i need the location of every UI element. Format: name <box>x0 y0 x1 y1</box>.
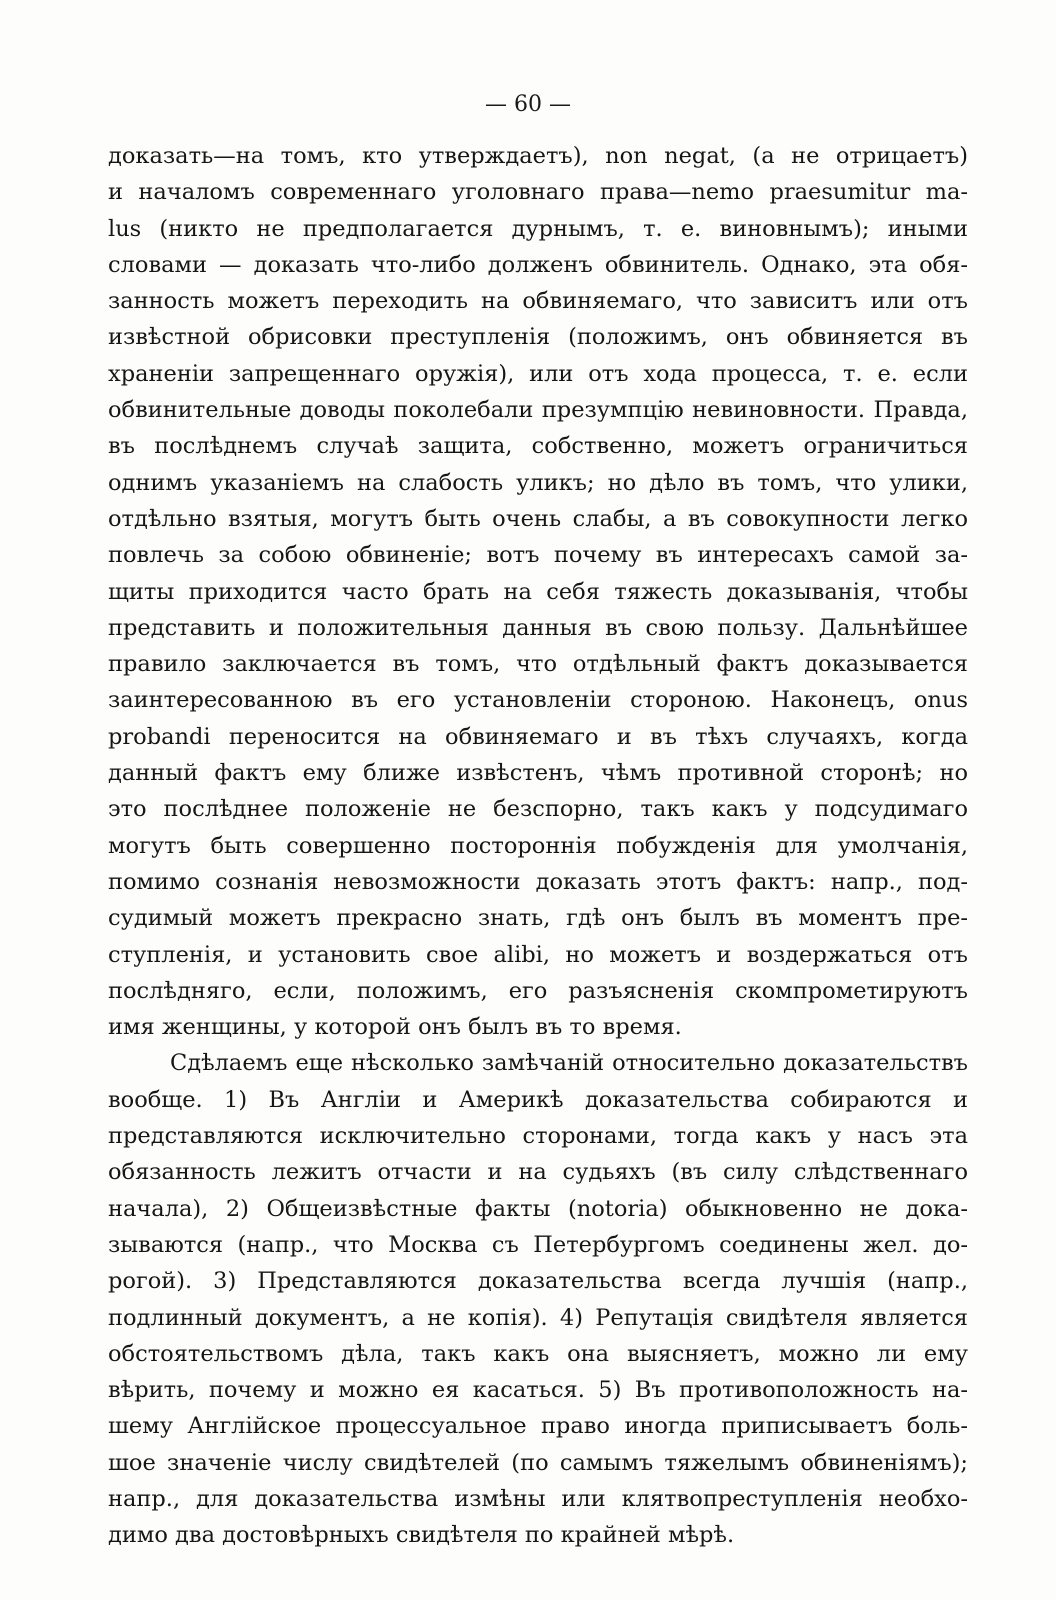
text-line: шему Англійское процессуальное право иногда приписываетъ боль- <box>108 1413 968 1440</box>
text-line: вообще. 1) Въ Англіи и Америкѣ доказательства собираются и <box>108 1086 968 1113</box>
text-line: однимъ указаніемъ на слабость уликъ; но дѣло въ томъ, что улики, <box>108 469 968 496</box>
text-line: имя женщины, у которой онъ былъ въ то время. <box>108 1014 682 1041</box>
text-line: помимо сознанія невозможности доказать этотъ фактъ: напр., под- <box>108 868 968 895</box>
text-line: храненіи запрещеннаго оружія), или отъ хода процесса, т. е. если <box>108 360 968 387</box>
text-line: повлечь за собою обвиненіе; вотъ почему въ интересахъ самой за- <box>108 542 968 569</box>
text-line: обязанность лежитъ отчасти и на судьяхъ (въ силу слѣдственнаго <box>108 1159 968 1186</box>
text-line: могутъ быть совершенно постороннія побужденія для умолчанія, <box>108 832 968 859</box>
text-line: подлинный документъ, а не копія). 4) Репутація свидѣтеля является <box>108 1304 968 1331</box>
text-line: правило заключается въ томъ, что отдѣльный фактъ доказывается <box>108 651 968 678</box>
text-line: зываются (напр., что Москва съ Петербургомъ соединены жел. до- <box>108 1231 968 1258</box>
text-line: щиты приходится часто брать на себя тяжесть доказыванія, чтобы <box>108 578 968 605</box>
text-line: lus (никто не предполагается дурнымъ, т. е. виновнымъ); иными <box>108 215 968 242</box>
text-line: занность можетъ переходить на обвиняемаго, что зависитъ или отъ <box>108 288 968 315</box>
text-line: обстоятельствомъ дѣла, такъ какъ она выясняетъ, можно ли ему <box>108 1340 968 1367</box>
text-line: это послѣднее положеніе не безспорно, такъ какъ у подсудимаго <box>108 796 968 823</box>
text-line: заинтересованною въ его установленіи стороною. Наконецъ, onus <box>108 687 968 714</box>
text-line: извѣстной обрисовки преступленія (положимъ, онъ обвиняется въ <box>108 324 968 351</box>
page-number: — 60 — <box>485 92 571 117</box>
text-line: доказать—на томъ, кто утверждаетъ), non negat, (а не отрицаетъ) <box>108 143 968 169</box>
text-line: послѣдняго, если, положимъ, его разъясненія скомпрометируютъ <box>108 977 968 1004</box>
paragraph-2 <box>108 1045 968 1553</box>
text-line: отдѣльно взятыя, могутъ быть очень слабы, а въ совокупности легко <box>108 505 968 532</box>
body-text <box>108 138 968 1554</box>
text-line: ступленія, и установить свое alibi, но можетъ и воздержаться отъ <box>108 941 968 968</box>
text-line: вѣрить, почему и можно ея касаться. 5) Въ противоположность на- <box>108 1377 968 1404</box>
text-line: и началомъ современнаго уголовнаго права—nemo praesumitur ma- <box>108 179 968 206</box>
text-line: представить и положительныя данныя въ свою пользу. Дальнѣйшее <box>108 614 968 641</box>
text-line: въ послѣднемъ случаѣ защита, собственно, можетъ ограничиться <box>108 433 968 460</box>
text-line: представляются исключительно сторонами, тогда какъ у насъ эта <box>108 1123 968 1150</box>
text-line: судимый можетъ прекрасно знать, гдѣ онъ былъ въ моментъ пре- <box>108 905 968 932</box>
text-line: Сдѣлаемъ еще нѣсколько замѣчаній относительно доказательствъ <box>170 1050 968 1077</box>
text-line: рогой). 3) Представляются доказательства всегда лучшія (напр., <box>108 1268 968 1295</box>
paragraph-1 <box>108 138 968 1045</box>
text-line: димо два достовѣрныхъ свидѣтеля по крайней мѣрѣ. <box>108 1522 735 1549</box>
text-line: данный фактъ ему ближе извѣстенъ, чѣмъ противной сторонѣ; но <box>108 760 968 787</box>
text-line: начала), 2) Общеизвѣстные факты (notoria) обыкновенно не дока- <box>108 1195 968 1222</box>
text-line: словами — доказать что-либо долженъ обвинитель. Однако, эта обя- <box>108 251 968 278</box>
text-line: обвинительные доводы поколебали презумпцію невиновности. Правда, <box>108 397 968 424</box>
text-line: probandi переносится на обвиняемаго и въ тѣхъ случаяхъ, когда <box>108 723 968 750</box>
text-line: напр., для доказательства измѣны или клятвопреступленія необхо- <box>108 1485 968 1512</box>
text-line: шое значеніе числу свидѣтелей (по самымъ тяжелымъ обвиненіямъ); <box>108 1449 968 1476</box>
